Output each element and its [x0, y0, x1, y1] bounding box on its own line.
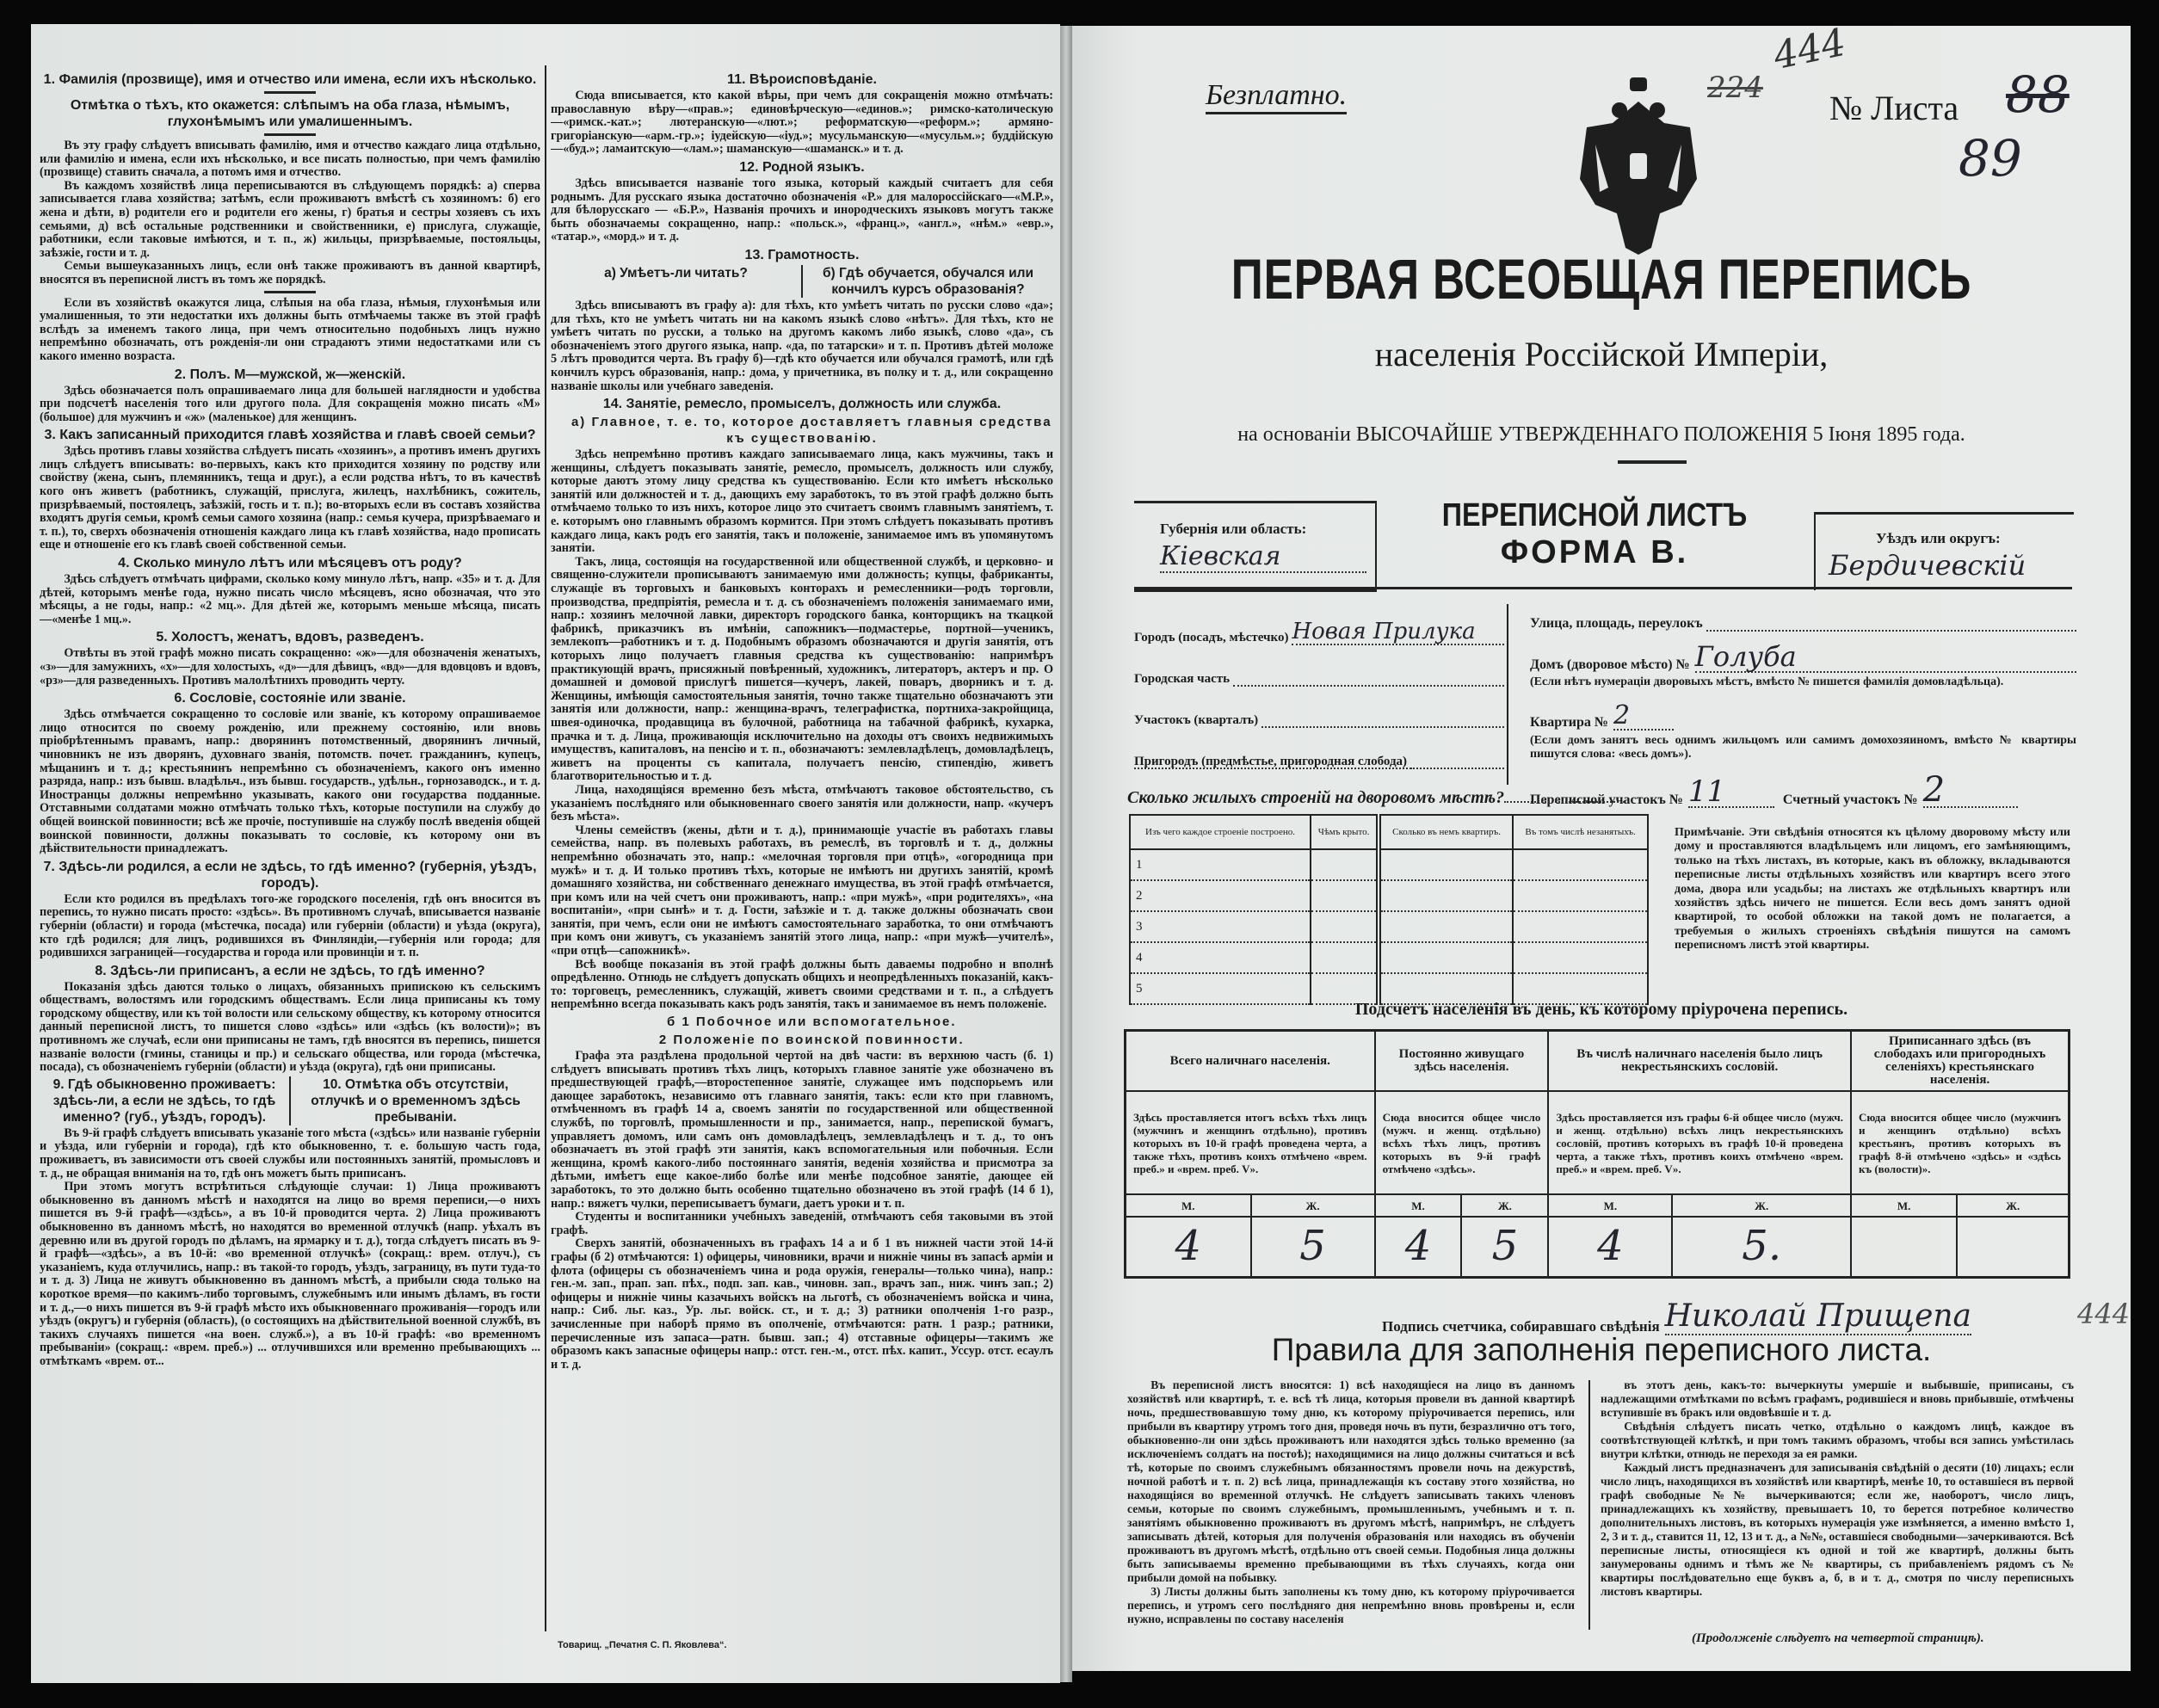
district-label: Уѣздъ или округъ:: [1876, 530, 2001, 546]
group-title: Въ числѣ наличнаго населенія было лицъ некрестьянскихъ сословій.: [1548, 1031, 1851, 1092]
building-cell[interactable]: [1311, 942, 1379, 973]
census-form-page: [1072, 20, 2131, 1671]
instruction-paragraph: Отвѣты въ этой графѣ можно писать сокращенно: «ж»—для обозначенія женатыхъ, «з»—для замужнихъ, «х»—для холостыхъ, «д»—для дѣвицъ, «вд»—для вдовцовъ и вдовъ, «рз»—для разведенныхъ. Противъ малолѣтнихъ проводить черту.: [40, 646, 540, 688]
instruction-paragraph: Показанія здѣсь даются только о лицахъ, обязанныхъ припискою къ сельскимъ обществамъ, волостямъ или городскимъ обществамъ. Если лица приписаны къ тому городскому обществу, или къ той волости или сельскому обществу, къ которому относится данный переписной листъ, то пишется слово «здѣсь» или «здѣсь (къ волости)»; въ противномъ же случаѣ, если они приписаны не тамъ, гдѣ вносятся въ перепись, пишется названіе волости (гмины, станицы и пр.) и сельскаго общества, или города (мѣстечка, посада), съ обозначеніемъ губерніи (области) и уѣзда (округа), гдѣ они приписаны.: [40, 979, 540, 1075]
page-title: ПЕРВАЯ ВСЕОБЩАЯ ПЕРЕПИСЬ: [1231, 247, 1972, 311]
female-count[interactable]: 5.: [1672, 1217, 1851, 1277]
rules-divider: [1588, 1380, 1590, 1630]
form-name: ФОРМА В.: [1500, 534, 1689, 570]
archive-number-top: 444: [1769, 20, 1850, 79]
district-box: [1814, 512, 2074, 590]
instruction-paragraph: Здѣсь противъ главы хозяйства слѣдуетъ писать «хозяинъ», а противъ именъ другихъ лицъ слѣдуетъ вписывать: во-первыхъ, какъ кто приходится хозяину по родству или свойству (жена, сынъ, племянникъ, теща и друг.), а если родства нѣтъ, то въ качествѣ кого онъ живетъ (работникъ, служащій, прислуга, жилецъ, нахлѣбникъ, сожитель, призрѣваемый, постоялецъ, заѣзжій, гость и т. п.); во-вторыхъ если въ составъ хозяйства входятъ другія семьи, кромѣ семьи самого хозяина (напр.: семья кучера, призрѣваемаго и т. п.), то, сверхъ обозначенія отношенія каждаго лица къ главѣ хозяйства, надо прописать еще и отношеніе его къ главѣ своей собственной семьи.: [40, 444, 540, 552]
double-headed-eagle-icon: [1578, 76, 1699, 256]
building-cell[interactable]: [1379, 942, 1513, 973]
heading-right: б) Гдѣ обучается, обучался или кончилъ курсъ образованія?: [822, 265, 1034, 297]
section-heading: 13. Грамотность.: [744, 247, 860, 262]
male-count[interactable]: 4: [1126, 1217, 1251, 1277]
district-value[interactable]: Бердичевскій: [1829, 549, 2026, 582]
male-count[interactable]: 4: [1548, 1217, 1672, 1277]
field-divider: [1507, 604, 1508, 785]
group-description: Сюда вносится общее число (мужч. и женщ. отдѣльно) всѣхъ тѣхъ лицъ, противъ которыхъ въ 9-й графѣ отмѣчено «здѣсь».: [1375, 1091, 1549, 1194]
instruction-paragraph: Здѣсь обозначается полъ опрашиваемаго лица для большей наглядности и удобства при подсчетѣ населенія того или другого пола. Для сокращенія можно писать «М» (большое) для мужчинъ и «ж» (маленькое) для женщинъ.: [40, 383, 540, 424]
instruction-paragraph: Сверхъ занятій, обозначенныхъ въ графахъ 14 а и б 1 въ нижней части этой 14-й графы (б 2) отмѣчаются: 1) офицеры, чиновники, врачи и нижніе чины въ запасѣ арміи и флота (офицеры съ обозначеніемъ чина и рода оружія, генералы—только чина), напр.: ген.-м. зап., прап. зап. пѣх., подп. зап. кав., чиновн. зап., врачъ зап., ниж. чинъ зап.; 2) офицеры и нижніе чины казачьихъ войскъ на льготѣ, съ обозначеніемъ войска и чина, напр.: Сиб. льг. каз., Ур. льг. войск. ст., и т. д.; 3) ратники ополченія 1-го разр., зачисленные при наборѣ прямо въ ополченіе, отмѣчаются: ратн. 1 разр.; ратники, перечисленные изъ запаса—ратн. бывш. зап.; 4) отставные офицеры—такимъ же образомъ какъ запасные офицеры напр.: отст. ген.-м., отст. пѣх. капит., Уссур. отст. есаулъ и т. д.: [551, 1236, 1053, 1372]
female-label: Ж.: [1672, 1194, 1851, 1217]
population-table-titles: [1126, 1031, 2070, 1092]
street-label: Улица, площадь, переулокъ: [1530, 616, 1703, 631]
instruction-paragraph: Если кто родился въ предѣлахъ того-же городского поселенія, гдѣ онъ вносится въ перепись, то нужно писать просто: «здѣсь». Въ противномъ случаѣ, вписывается названіе губерніи (области) и города (мѣстечка, посада) или губерніи (области) и уѣзда (округа), кто гдѣ родился; для лицъ, родившихся въ Финляндіи,—губернія или города; для родившихся заграницей—государства и города или провинціи и т. п.: [40, 891, 540, 960]
buildings-question: [1127, 788, 1625, 808]
form-heading: [1375, 497, 1814, 571]
population-table-values: [1126, 1217, 2070, 1277]
census-district-label: Переписной участокъ №: [1530, 792, 1683, 807]
group-title: Приписаннаго здѣсь (въ слободахъ или пригородныхъ селеніяхъ) крестьянскаго населенія.: [1851, 1031, 2069, 1092]
population-table-sex-labels: [1126, 1194, 2070, 1217]
blank-line: [1134, 759, 1504, 769]
female-count[interactable]: 5: [1461, 1217, 1548, 1277]
struck-archive-number: 224: [1707, 71, 1763, 105]
group-description: Здѣсь проставляется изъ графы 6-й общее число (мужч. и женщ. отдѣльно) всѣхъ лицъ некрестьянскихъ сословій, противъ которыхъ въ графѣ 10-й проведена черта, а также тѣхъ, противъ коихъ отмѣчено «врем. преб.» и «врем. преб. V».: [1548, 1091, 1851, 1194]
section-heading: 1. Фамилія (прозвище), имя и отчество или имена, если ихъ нѣсколько.: [43, 72, 537, 87]
building-cell[interactable]: [1379, 849, 1513, 880]
heading-right: 10. Отмѣтка объ отсутствіи, отлучкѣ и о временномъ здѣсь пребываніи.: [311, 1076, 521, 1125]
section-heading: б 1 Побочное или вспомогательное.: [666, 1014, 957, 1030]
row-number: 4: [1130, 942, 1311, 973]
buildings-column-header: Въ томъ числѣ незанятыхъ.: [1513, 815, 1648, 849]
instruction-paragraph: Такъ, лица, состоящія на государственной или общественной службѣ, и церковно- и священно-служители прописываютъ занимаемую ими должность; купцы, фабриканты, служащіе въ торговыхъ и банковыхъ конторахъ и ремесленники—родъ торговли, производства, предпріятія, ремесла и т. д. съ обозначеніемъ положенія занимаемаго ими, напр.: хозяинъ мелочной лавки, директоръ городского банка, конторщикъ на ткацкой фабрикѣ, приказчикъ въ имѣніи, сапожникъ—подмастерье, портной—ученикъ, землекопъ—работникъ и т. д. Подобнымъ образомъ обозначаются и другія занятія, отъ которыхъ лицо получаетъ главныя средства къ существованію: напримѣръ практикующій врачъ, присяжный повѣренный, художникъ, литераторъ, актеръ и пр. О домашней и домовой прислугѣ пишется—кучеръ, лакей, поваръ, дворникъ и т. д. Женщины, имѣющія самостоятельныя занятія, точно также тщательно обозначаютъ эти занятія или должности, напр.: женщина-врачъ, телеграфистка, портниха-закройщица, швея-одиночка, продавщица въ булочной, работница на табачной фабрикѣ, кухарка, прачка и т. д. Лица, проживающія исключительно на доходы отъ своихъ недвижимыхъ имуществъ, капиталовъ, на пенсію и т. п., обозначаютъ: землевладѣлецъ, домовладѣлецъ, живетъ на проценты съ капитала, получаетъ пенсію, стипендію, живетъ благотворительностью и т. д.: [551, 554, 1053, 784]
location-field: [1134, 687, 1504, 728]
instruction-paragraph: Здѣсь слѣдуетъ отмѣчать цифрами, сколько кому минуло лѣтъ, напр. «35» и т. д. Для дѣтей, которымъ менѣе года, нужно писать число мѣсяцевъ, ясно обозначая, что это мѣсяцы, а не годы, напр.: «2 мц.». Для дѣтей же, которымъ меньше мѣсяца, писать—«менѣе 1 мц.».: [40, 572, 540, 626]
house-note: (Если нѣтъ нумераціи дворовыхъ мѣстъ, вмѣсто № пишется фамилія домовладѣльца).: [1530, 675, 2004, 688]
sheet-number-label: № Листа: [1829, 89, 1959, 127]
rules-title: Правила для заполненія переписного листа.: [1271, 1332, 1932, 1367]
rules-paragraph: Каждый листъ предназначенъ для записыванія свѣдѣній о десяти (10) лицахъ; если число лицъ, находящихся въ хозяйствѣ или квартирѣ, менѣе 10, то оставшіеся въ первой графѣ свободные №№ вычеркиваются; если же, наоборотъ, число лицъ, принадлежащихъ къ хозяйству, превышаетъ 10, то берется потребное количество дополнительныхъ листовъ, въ которыхъ нумерація уже измѣняется, а именно вмѣсто 1, 2, 3 и т. д., ставится 11, 12, 13 и т. д., а №№, оставшіеся свободными—зачеркиваются. Всѣ переписные листы, относящіеся къ одной и той же квартирѣ, должны быть занумерованы однимъ и тѣмъ же № квартиры, съ прибавленіемъ рядомъ съ № квартиры послѣдовательно еще буквъ а, б, в и т. д., смотря по числу переписныхъ листовъ квартиры.: [1601, 1461, 2074, 1598]
instruction-paragraph: Въ каждомъ хозяйствѣ лица переписываются въ слѣдующемъ порядкѣ: а) сперва записывается глава хозяйства; затѣмъ, если проживаютъ вмѣстѣ съ хозяиномъ: б) его жена и дѣти, в) родители его и родители его жены, г) братья и сестры хозяевъ съ ихъ семьями, д) всѣ остальные родственники и свойственники, е) прислуга, служащіе, работники, если таковые имѣются, и т. п., ж) жильцы, призрѣваемые, постояльцы, заѣзжіе, гости и т. д.: [40, 178, 540, 260]
rules-column-right: [1601, 1378, 2074, 1599]
section-heading: 6. Сословіе, состояніе или званіе.: [174, 691, 406, 706]
instruction-paragraph: Члены семействъ (жены, дѣти и т. д.), принимающіе участіе въ работахъ главы семейства, напр. въ полевыхъ работахъ, въ ремеслѣ, въ торговлѣ и т. д., должны непремѣнно обозначать это, напр.: «мелочная торговля при отцѣ», «огородница при мужѣ» и т. д. И только противъ тѣхъ, которые не имѣютъ ни другихъ занятій, кромѣ домашняго хозяйства, ни собственнаго денежнаго имущества, въ этой графѣ отмѣчается, при комъ или на чей счетъ они проживаютъ, напр.: «при мужѣ», «при родителяхъ», «на воспитаніи», «при сынѣ» и т. д. Гости, заѣзжіе и т. д. также должны обозначать свои занятія, при чемъ, если они не имѣютъ самостоятельнаго заработка, то они отмѣчаютъ при комъ они живутъ, съ указаніемъ занятій этого лица, напр.: «при мужѣ—учителѣ», «при отцѣ—сапожникѣ».: [551, 823, 1053, 959]
census-district-value[interactable]: 11: [1688, 777, 1774, 808]
female-count[interactable]: [1957, 1217, 2069, 1277]
buildings-table-row: [1130, 942, 1648, 973]
female-label: Ж.: [1957, 1194, 2069, 1217]
instruction-paragraph: Всѣ вообще показанія въ этой графѣ должны быть даваемы подробно и вполнѣ опредѣленно. Отнюдь не слѣдуетъ допускать общихъ и неопредѣленныхъ показаній, какъ-то: торговецъ, ремесленникъ, служащій, живетъ своими средствами и т. п., а слѣдуетъ непремѣнно всегда показывать какъ родъ занятія, такъ и занимаемое въ немъ положеніе.: [551, 957, 1053, 1012]
building-cell[interactable]: [1513, 942, 1648, 973]
count-district-label: Счетный участокъ №: [1782, 792, 1918, 807]
row-number: 3: [1130, 911, 1311, 942]
printer-imprint: Товарищ. „Печатня С. П. Яковлева“.: [558, 1640, 727, 1650]
heading-left: 9. Гдѣ обыкновенно проживаетъ: здѣсь-ли, а если не здѣсь, то гдѣ именно? (губ., уѣздъ, городъ).: [40, 1076, 291, 1125]
heading-left: а) Умѣетъ-ли читать?: [551, 265, 803, 298]
field-value[interactable]: Новая Прилука: [1292, 620, 1504, 645]
instructions-column-1: [40, 69, 540, 1635]
section-heading: 3. Какъ записанный приходится главѣ хозяйства и главѣ своей семьи?: [44, 428, 536, 443]
building-cell[interactable]: [1513, 880, 1648, 911]
section-heading: 12. Родной языкъ.: [739, 159, 865, 175]
instruction-paragraph: Графа эта раздѣлена продольной чертой на двѣ части: въ верхнюю часть (б. 1) слѣдуетъ вписывать противъ тѣхъ лицъ, которыхъ главное занятіе уже обозначено въ предшествующей графѣ,—второстепенное занятіе, служащее имъ подспорьемъ или дающее заработокъ, независимо отъ главнаго занятія, такъ: если кто при главномъ, отмѣченномъ въ графѣ 14 а, своемъ занятіи по государственной или общественной службѣ, по торговлѣ, промышленности и пр., занимается, напр., перепиской бумагъ, управляетъ домомъ, или самъ онъ домовладѣлецъ, землевладѣлецъ и т. д., то онъ обозначаетъ въ этой графѣ эти занятія, какъ вспомогательныя или побочныя. Если женщина, кромѣ какого-либо постояннаго занятія, веденія хозяйства и присмотра за дѣтьми, имѣетъ еще какое-либо болѣе или менѣе подсобное занятіе, дающее ей заработокъ, то это должно быть особенно тщательно обозначено въ этой графѣ (14 б 1), напр.: вяжетъ чулки, переписываетъ бумаги, даетъ уроки и т. п.: [551, 1049, 1053, 1211]
building-cell[interactable]: [1379, 880, 1513, 911]
instruction-paragraph: Студенты и воспитанники учебныхъ заведеній, отмѣчаютъ себя таковыми въ этой графѣ.: [551, 1210, 1053, 1237]
section-heading: 4. Сколько минуло лѣтъ или мѣсяцевъ отъ роду?: [118, 556, 462, 571]
population-count-title: Подсчетъ населенія въ день, къ которому пріурочена перепись.: [1354, 1000, 1848, 1019]
rules-paragraph: 3) Листы должны быть заполнены къ тому дню, къ которому пріурочивается перепись, и утромъ сего послѣдняго дня непремѣнно вновь провѣрены и, если нужно, исправлены по составу населенія: [1127, 1585, 1575, 1625]
instruction-paragraph: Сюда вписывается, кто какой вѣры, при чемъ для сокращенія можно отмѣчать: православную вѣру—«прав.»; единовѣрческую—«единов.»; римско-католическую—«римск.-кат.»; лютеранскую—«лют.»; реформатскую—«реформ.»; армяно-григоріанскую—«арм.-гр.»; іудейскую—«іуд.»; мусульманскую—«мусульм.»; буддійскую—«буд.»; ламаитскую—«лам.»; шаманскую—«шаманск.» и т. д.: [551, 89, 1053, 157]
instructions-column-2: [551, 69, 1053, 1635]
section-heading: 7. Здѣсь-ли родился, а если не здѣсь, то гдѣ именно? (губернія, уѣздъ, городъ).: [43, 859, 537, 891]
buildings-table: [1129, 814, 1649, 1005]
instruction-paragraph: Семьи вышеуказанныхъ лицъ, если онѣ также проживаютъ въ данной квартирѣ, вносятся въ переписной листъ въ томъ же порядкѣ.: [40, 259, 540, 287]
building-cell[interactable]: [1513, 849, 1648, 880]
book-spine: [1060, 26, 1072, 1682]
building-cell[interactable]: [1311, 849, 1379, 880]
house-field: [1530, 642, 2076, 673]
row-number: 5: [1130, 973, 1311, 1004]
building-cell[interactable]: [1513, 911, 1648, 942]
male-label: М.: [1851, 1194, 1957, 1217]
section-heading: 2 Положеніе по воинской повинности.: [658, 1033, 965, 1048]
section-heading: 11. Вѣроисповѣданіе.: [727, 72, 877, 87]
female-count[interactable]: 5: [1251, 1217, 1375, 1277]
apartment-label: Квартира №: [1530, 715, 1608, 730]
province-value[interactable]: Кіевская: [1160, 541, 1366, 573]
group-title: Постоянно живущаго здѣсь населенія.: [1375, 1031, 1549, 1092]
address-fields: [1530, 616, 2076, 808]
divider: [264, 91, 316, 94]
buildings-table-header: [1130, 815, 1648, 849]
field-value[interactable]: [1261, 709, 1504, 728]
field-label: Участокъ (кварталъ): [1134, 713, 1259, 727]
apartment-field: [1530, 700, 2076, 731]
section-heading: 2. Полъ. М—мужской, ж—женскій.: [174, 367, 406, 382]
field-label: Городъ (посадъ, мѣстечко): [1134, 631, 1289, 644]
section-heading: Отмѣтка о тѣхъ, кто окажется: слѣпымъ на оба глаза, нѣмымъ, глухонѣмымъ или умалишеннымъ.: [70, 98, 510, 129]
male-count[interactable]: [1851, 1217, 1957, 1277]
signature-label: Подпись счетчика, собиравшаго свѣдѣнія: [1382, 1318, 1660, 1335]
buildings-answer[interactable]: [1504, 801, 1625, 803]
location-field: [1134, 645, 1504, 687]
buildings-column-header: Сколько въ немъ квартиръ.: [1379, 815, 1513, 849]
left-page-instructions: [31, 24, 1060, 1683]
location-field: [1134, 604, 1504, 645]
apartment-value[interactable]: 2: [1613, 703, 1674, 731]
location-fields: [1134, 604, 1504, 769]
enumerator-signature[interactable]: Николай Прищепа: [1664, 1298, 1972, 1334]
field-label: Пригородъ (предмѣстье, пригородная слобода): [1134, 755, 1408, 768]
street-field: [1530, 616, 2076, 632]
buildings-column-header: Чѣмъ крыто.: [1311, 815, 1379, 849]
enumerator-signature-field: [1382, 1299, 1971, 1335]
instruction-paragraph: Въ эту графу слѣдуетъ вписывать фамилію, имя и отчество каждаго лица отдѣльно, или фамилію и имена, если ихъ нѣсколько, и все писать полностью, при чемъ фамилію (прозвище) ставить сначала, а потомъ имя и отчество.: [40, 139, 540, 180]
street-value[interactable]: [1706, 616, 2076, 632]
divider: [1618, 460, 1687, 464]
rules-paragraph: въ этотъ день, какъ-то: вычеркнуты умершіе и выбывшіе, приписаны, съ надлежащими отмѣтками по всѣмъ графамъ, родившіеся и вновь прибывшіе, отмѣчены вступившіе въ бракъ или овдовѣвшіе и т. д.: [1601, 1378, 2074, 1419]
building-cell[interactable]: [1311, 911, 1379, 942]
section-heading: 8. Здѣсь-ли приписанъ, а если не здѣсь, то гдѣ именно?: [95, 963, 485, 978]
group-description: Сюда вносится общее число (мужчинъ и женщинъ отдѣльно) всѣхъ крестьянъ, противъ которыхъ въ графѣ 8-й отмѣчено «здѣсь» и «здѣсь къ (волости)».: [1851, 1091, 2069, 1194]
divider: [264, 133, 316, 136]
female-label: Ж.: [1461, 1194, 1548, 1217]
split-heading: [551, 265, 1053, 298]
row-number: 2: [1130, 880, 1311, 911]
buildings-question-text: Сколько жилыхъ строеній на дворовомъ мѣстѣ?: [1127, 788, 1505, 807]
rules-column-left: [1127, 1378, 1575, 1626]
male-label: М.: [1375, 1194, 1462, 1217]
legal-basis: на основаніи ВЫСОЧАЙШЕ УТВЕРЖДЕННАГО ПОЛОЖЕНІЯ 5 Іюня 1895 года.: [1237, 423, 1965, 446]
section-heading: а) Главное, т. е. то, которое доставляетъ главныя средства къ существованію.: [571, 415, 1052, 447]
field-value[interactable]: [1233, 668, 1504, 687]
rules-paragraph: Въ переписной листъ вносятся: 1) всѣ находящіеся на лицо въ данномъ хозяйствѣ или квартирѣ, т. е. всѣ тѣ лица, которыя провели въ данной квартирѣ ночь, предшествовавшую тому дню, къ которому пріурочивается перепись, или прибыли въ квартиру утромъ того дня, проведя ночь въ пути, безразлично отъ того, обыкновенно-ли они здѣсь проживаютъ или находятся здѣсь только временно (за исключеніемъ солдатъ на постоѣ); находящимися на лицо должны считаться и всѣ тѣ, которые по своимъ служебнымъ обязанностямъ провели ночь на дежурствѣ, ночной работѣ и т. п. 2) всѣ лица, принадлежащія къ составу этого хозяйства, но находящіяся во временной отлучкѣ. Не слѣдуетъ записывать такихъ членовъ семьи, которые по своимъ служебнымъ, промышленнымъ, учебнымъ и т. п. занятіямъ обыкновенно проживаютъ въ другомъ мѣстѣ, напримѣръ, не слѣдуетъ записывать дѣтей, которыя для полученія образованія или находясь въ обученіи проживаютъ въ другомъ мѣстѣ, отдѣльно отъ своей семьи. Подобныя лица должны быть записываемы временно пребывающими въ тѣхъ случаяхъ, когда они прибыли домой на побывку.: [1127, 1378, 1575, 1584]
instruction-paragraph: Если въ хозяйствѣ окажутся лица, слѣпыя на оба глаза, нѣмыя, глухонѣмыя или умалишенныя, то эти недостатки ихъ должны быть отмѣчаемы также въ этой графѣ вслѣдъ за именемъ такого лица, при чемъ относительно подобныхъ лицъ нужно непремѣнно обозначать, отъ рожденія-ли они страдаютъ этими недостатками или съ какого именно возраста.: [40, 295, 540, 363]
apartment-note: (Если домъ занятъ весь однимъ жильцомъ или самимъ домохозяиномъ, вмѣсто № квартиры пишутся слова: «весь домъ»).: [1530, 734, 2076, 761]
male-label: М.: [1548, 1194, 1672, 1217]
province-box: [1134, 501, 1377, 592]
row-number: 1: [1130, 849, 1311, 880]
sheet-number-struck: 88: [2006, 65, 2070, 124]
province-label: Губернія или область:: [1160, 521, 1307, 537]
group-title: Всего наличнаго населенія.: [1126, 1031, 1375, 1092]
form-title: ПЕРЕПИСНОЙ ЛИСТЪ: [1441, 497, 1748, 533]
split-heading: [40, 1076, 540, 1125]
building-cell[interactable]: [1379, 911, 1513, 942]
buildings-column-header: Изъ чего каждое строеніе построено.: [1130, 815, 1311, 849]
house-label: Домъ (дворовое мѣсто) №: [1530, 657, 1690, 672]
buildings-table-row: [1130, 880, 1648, 911]
instruction-paragraph: Здѣсь непремѣнно противъ каждаго записываемаго лица, какъ мужчины, такъ и женщины, слѣдуетъ показывать занятіе, ремесло, промыселъ, должность или службу, которые даютъ этому лицу средства къ существованію. Если кто имѣетъ нѣсколько занятій или должностей и т. д., дающихъ ему заработокъ, то въ этой графѣ должно быть отмѣчаемо только то изъ нихъ, которое лицо это считаетъ своимъ главнымъ занятіемъ, т. е. которымъ оно главнымъ образомъ кормится. При этомъ слѣдуетъ показывать противъ каждаго лица, какъ родъ его занятія, такъ и положеніе, занимаемое имъ въ упомянутомъ занятіи.: [551, 447, 1053, 556]
continued-note: (Продолженіе слѣдуетъ на четвертой страницѣ).: [1692, 1631, 1984, 1645]
instruction-paragraph: Лица, находящіяся временно безъ мѣста, отмѣчаютъ таковое обстоятельство, съ указаніемъ послѣдняго или обыкновеннаго своего занятія или должности, напр. «кучеръ безъ мѣста».: [551, 782, 1053, 824]
instruction-paragraph: Здѣсь вписывается названіе того языка, который каждый считаетъ для себя роднымъ. Для русскаго языка достаточно обозначенія «Р.» для малороссійскаго—«М.Р.», для бѣлорусскаго — «Б.Р.», Названія прочихъ и инородческихъ языковъ могутъ также быть обозначаемы сокращенно, напр.: «польск.», «франц.», «англ.», «нѣм.» «евр.», «татар.», «морд.» и т. д.: [551, 176, 1053, 244]
population-count-table: [1124, 1029, 2070, 1279]
male-count[interactable]: 4: [1375, 1217, 1462, 1277]
instruction-paragraph: Здѣсь отмѣчается сокращенно то сословіе или званіе, къ которому опрашиваемое лицо относится по своему рожденію, или прежнему состоянію, или вновь пріобрѣтеннымъ правамъ, напр.: дворянинъ потомственный, дворянинъ личный, чиновникъ не изъ дворянъ, духовнаго званія, потомств. почет. гражданинъ, купецъ, мѣщанинъ и т. д.; крестьянинъ непремѣнно съ обозначеніемъ, какого онъ именно разряда, напр.: изъ бывш. владѣльч., изъ бывш. государств., удѣльн., горнозаводск., и т. д. Иностранцы должны непремѣнно указывать, какого они государства подданные. Отставными солдатами можно отмѣчать только тѣхъ, которые поступили на службу до общей воинской повинности; всѣ же прочіе, поступившіе на службу послѣ введенія общей воинской повинности, должны показывать то сословіе, къ которому они въ дѣйствительности принадлежатъ.: [40, 707, 540, 856]
group-description: Здѣсь проставляется итогъ всѣхъ тѣхъ лицъ (мужчинъ и женщинъ отдѣльно), противъ которыхъ въ 10-й графѣ проведена черта, а также тѣхъ, противъ коихъ отмѣчено «врем. преб.» и «врем. преб. V».: [1126, 1091, 1375, 1194]
buildings-table-row: [1130, 849, 1648, 880]
section-heading: 14. Занятіе, ремесло, промыселъ, должность или служба.: [602, 397, 1002, 412]
buildings-table-row: [1130, 911, 1648, 942]
population-table-descriptions: [1126, 1091, 2070, 1194]
count-district-value[interactable]: 2: [1923, 774, 2018, 808]
column-divider: [545, 65, 546, 1631]
building-cell[interactable]: [1311, 880, 1379, 911]
instruction-paragraph: При этомъ могутъ встрѣтиться слѣдующіе случаи: 1) Лица проживаютъ обыкновенно въ данномъ мѣстѣ и находятся на лицо во время переписи,—о нихъ пишется въ 9-й графѣ—«здѣсь», а въ 10-й проводится черта. 2) Лица проживаютъ обыкновенно въ данномъ мѣстѣ, но находятся во временной отлучкѣ (напр. уѣхалъ въ деревню или въ другой городъ по дѣламъ, на ярмарку и т. д.), тогда слѣдуетъ писать въ 9-й графѣ—«здѣсь», а въ 10-й: «во временной отлучкѣ» (сокращ.: врем. отлуч.), съ указаніемъ, куда отлучились, напр.: въ такой-то городъ, уѣздъ, заграницу, въ пути туда-то и т. д. 3) Лица не живутъ обыкновенно въ данномъ мѣстѣ, а прибыли сюда только на короткое время—по какимъ-либо торговымъ, служебнымъ или инымъ дѣламъ, въ гости и т. д.,—о нихъ пишется въ 9-й графѣ мѣсто ихъ обыкновеннаго проживанія—городъ или уѣздъ (округъ) и губернія (область), (о состоящихъ на дѣйствительной военной службѣ, въ такихъ случаяхъ пишется «на воен. служб.»), а въ 10-й графѣ: «во временномъ пребываніи» (сокращ.: «врем. преб.») ... отлучившихся или временно пребывающихъ ... отмѣткамъ «врем. от...: [40, 1180, 540, 1368]
male-label: М.: [1126, 1194, 1251, 1217]
free-label: Безплатно.: [1206, 79, 1347, 114]
sheet-number: 89: [1959, 129, 2022, 188]
buildings-note: Примѣчаніе. Эти свѣдѣнія относятся къ цѣлому дворовому мѣсту или дому и проставляются владѣльцемъ или лицомъ, его замѣняющимъ, только на тѣхъ листахъ, въ которые, какъ въ обложку, вкладываются переписные листы отдѣльныхъ хозяйствъ или квартиръ всего этого дома, двора или усадьбы; на листахъ же отдѣльныхъ квартиръ или хозяйствъ здѣсь ничего не пишется. Если весь домъ занятъ одной квартирой, то особой обложки на такой домъ не полагается, а требуемыя о жилыхъ строеніяхъ свѣдѣнія пишутся на самомъ переписномъ листѣ этой квартиры.: [1675, 826, 2070, 953]
rules-paragraph: Свѣдѣнія слѣдуетъ писать четко, отдѣльно о каждомъ лицѣ, каждое въ соотвѣтствующей клѣткѣ, и при томъ такимъ образомъ, чтобы вся запись умѣстилась внутри клѣтки, отнюдь не переходя за ея рамки.: [1601, 1420, 2074, 1460]
field-label: Городская часть: [1134, 672, 1231, 686]
archive-number-side: 444: [2077, 1298, 2131, 1330]
section-heading: 5. Холостъ, женатъ, вдовъ, разведенъ.: [156, 630, 424, 645]
instruction-paragraph: Здѣсь вписываютъ въ графу а): для тѣхъ, кто умѣетъ читать по русски слово «да»; для тѣхъ, кто не умѣетъ читать ни на какомъ языкѣ слово «нѣтъ». Для тѣхъ, кто не умѣетъ читать по русски, а только на другомъ какомъ либо языкѣ, слово «да», съ обозначеніемъ этого другого языка, напр. «да, по татарски» и т. п. Противъ дѣтей моложе 5 лѣтъ проводится черта. Въ графу б)—гдѣ кто обучается или обучался грамотѣ, или гдѣ кончилъ курсъ образованія, напр.: дома, у причетника, въ полку и т. д., или сокращенно названіе школы или учебнаго заведенія.: [551, 298, 1053, 393]
page-subtitle: населенія Россійской Имперіи,: [1374, 335, 1829, 373]
house-value[interactable]: Голуба: [1695, 642, 2076, 673]
female-label: Ж.: [1251, 1194, 1375, 1217]
instruction-paragraph: Въ 9-й графѣ слѣдуетъ вписывать указаніе того мѣста («здѣсь» или названіе губерніи и уѣзда, или губерніи и города), гдѣ кто обыкновенно, т. е. большую часть года, проживаетъ, въ зависимости отъ своей службы или постоянныхъ занятій, промысловъ и т. д., не обращая вниманія на то, гдѣ онъ можетъ быть приписанъ.: [40, 1125, 540, 1181]
divider: [264, 291, 316, 293]
